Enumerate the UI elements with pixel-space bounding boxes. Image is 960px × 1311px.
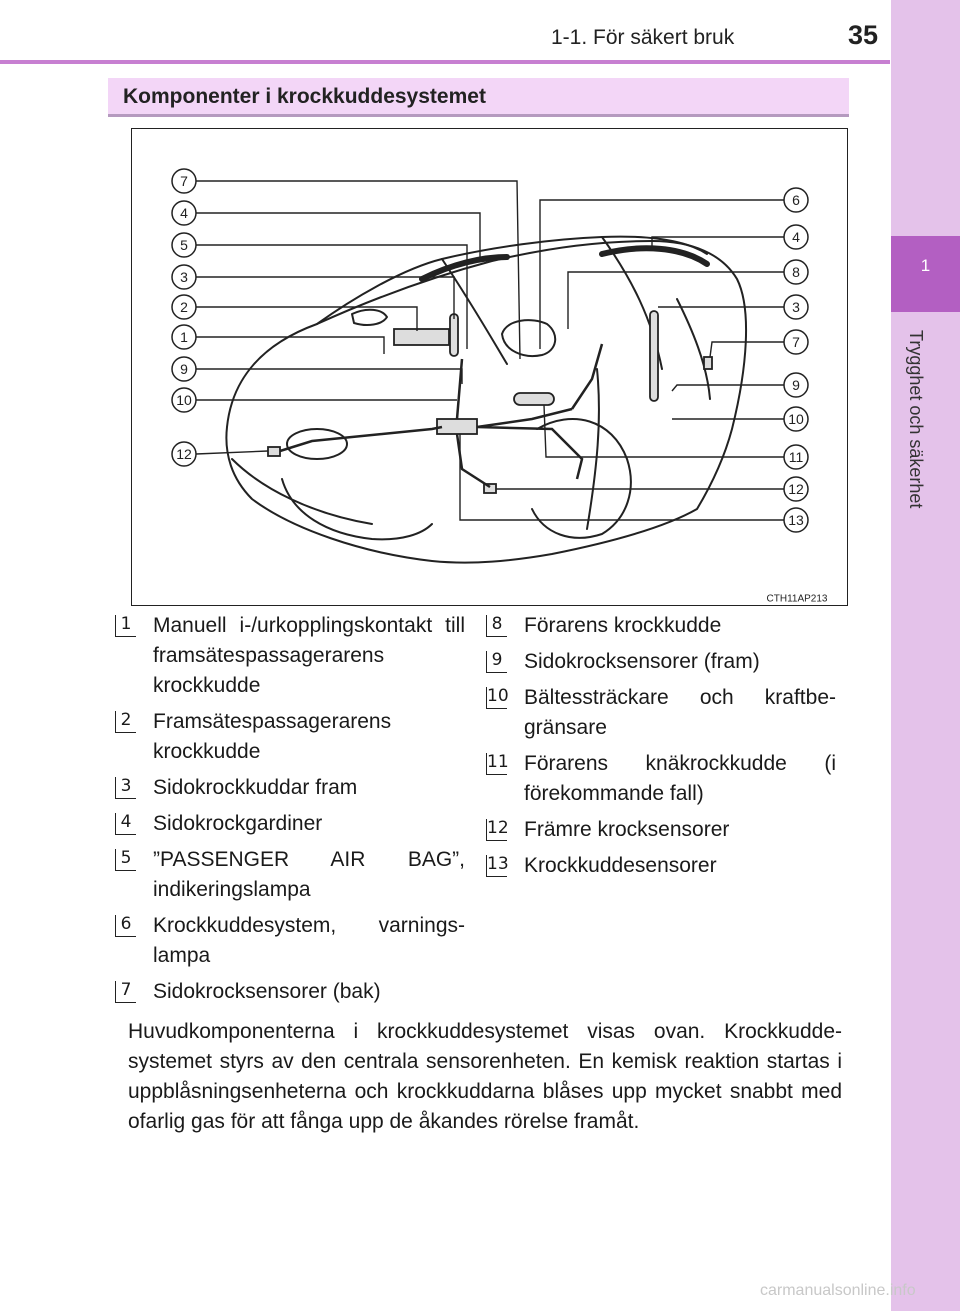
callout-left-7-label: 7: [180, 173, 188, 189]
callout-right-10-label: 10: [788, 411, 804, 427]
legend-text: Sidokrocksensorer (fram): [524, 650, 760, 673]
legend-number: 11: [486, 753, 507, 775]
chapter-number: 1: [920, 256, 931, 275]
legend-text: Krockkuddesystem, varnings-lampa: [153, 914, 465, 967]
legend-text: Manuell i-/urkopplingskontakt till framsätespassagerarens krockkudde: [153, 614, 465, 697]
legend-item: [115, 911, 465, 971]
driver-knee-airbag: [514, 393, 554, 405]
door-line: [587, 369, 599, 529]
callout-right-8-label: 8: [792, 264, 800, 280]
front-side-airbag-left: [450, 314, 458, 356]
car-illustration: [132, 129, 849, 607]
legend-number: 3: [115, 777, 136, 799]
callout-right-13-label: 13: [788, 512, 804, 528]
callout-right-6-label: 6: [792, 192, 800, 208]
legend-number: 7: [115, 981, 136, 1003]
callout-left-3-label: 3: [180, 269, 188, 285]
legend-text: Främre krocksensorer: [524, 818, 730, 841]
legend-text: Framsätespassagerarens krockkudde: [153, 710, 392, 763]
leader-left-7: [196, 181, 520, 359]
legend-item: [486, 647, 836, 677]
legend-number: 12: [486, 819, 507, 841]
chapter-side-tab: [891, 0, 960, 1311]
chapter-title: Trygghet och säkerhet: [906, 330, 926, 509]
leader-right-6: [540, 200, 784, 349]
callout-right-3-label: 3: [792, 299, 800, 315]
legend-item: [486, 851, 836, 881]
legend-item: [115, 809, 465, 839]
callout-left-2-label: 2: [180, 299, 188, 315]
callout-left-4-label: 4: [180, 205, 188, 221]
leader-right-8: [568, 272, 784, 329]
rear-sensor-right: [704, 357, 712, 369]
legend-number: 6: [115, 915, 136, 937]
legend-number: 4: [115, 813, 136, 835]
legend-text: Förarens krockkudde: [524, 614, 722, 637]
legend-item: [115, 611, 465, 701]
rear-door-edge: [677, 299, 710, 399]
figure-code: CTH11AP213: [766, 593, 828, 605]
leader-left-9: [196, 369, 462, 384]
legend-number: 9: [486, 651, 507, 673]
front-sensor-left: [268, 447, 280, 456]
legend-item: [115, 707, 465, 767]
legend-number: 2: [115, 711, 136, 733]
legend-number: 1: [115, 615, 136, 637]
airbag-diagram: [131, 128, 848, 606]
callout-left-1-label: 1: [180, 329, 188, 345]
legend-text: Förarens knäkrockkudde (i förekommande fall): [524, 752, 836, 805]
legend-text: ”PASSENGER AIR BAG”, indikeringslampa: [153, 848, 465, 901]
legend-number: 5: [115, 849, 136, 871]
watermark: carmanualsonline.info: [760, 1282, 916, 1299]
callout-right-12-label: 12: [788, 481, 804, 497]
leader-left-12: [196, 451, 268, 454]
legend-item: [486, 749, 836, 809]
header-section-title: 1-1. För säkert bruk: [551, 26, 735, 49]
legend-text: Sidokrocksensorer (bak): [153, 980, 381, 1003]
leader-right-7: [710, 342, 784, 357]
headlight: [287, 429, 347, 459]
legend-text: Krockkuddesensorer: [524, 854, 717, 877]
legend-text: Bältessträckare och kraftbe-gränsare: [524, 686, 836, 739]
section-title: Komponenter i krockkuddesystemet: [123, 85, 486, 108]
legend-left-column: [115, 611, 465, 1013]
page-number: 35: [848, 20, 879, 50]
legend-right-column: [486, 611, 836, 887]
callout-right-11-label: 11: [788, 449, 804, 465]
legend-item: [115, 773, 465, 803]
callout-left-9-label: 9: [180, 361, 188, 377]
legend-text: Sidokrockkuddar fram: [153, 776, 358, 799]
front-wheel: [282, 479, 432, 539]
callout-left-5-label: 5: [180, 237, 188, 253]
callout-left-12-label: 12: [176, 446, 192, 462]
legend-item: [115, 977, 465, 1007]
callout-left-10-label: 10: [176, 392, 192, 408]
legend-number: 10: [486, 687, 507, 709]
passenger-airbag-module: [394, 329, 449, 345]
callout-right-9-label: 9: [792, 377, 800, 393]
bumper: [232, 459, 372, 524]
legend-text: Sidokrockgardiner: [153, 812, 323, 835]
central-sensor-unit: [437, 419, 477, 434]
body-paragraph: Huvudkomponenterna i krockkuddesystemet visas ovan. Krockkudde-systemet styrs av den centrala sensorenheten. En kemisk reaktion startas i uppblåsningsenheterna och krockkuddarna blåses upp mycket snabbt med ofarlig gas för att fånga upp de åkandes rörelse framåt.: [128, 1020, 842, 1133]
legend-number: 13: [486, 855, 507, 877]
callout-right-4-label: 4: [792, 229, 800, 245]
section-header: [108, 78, 849, 117]
leader-right-9: [672, 385, 784, 391]
legend-number: 8: [486, 615, 507, 637]
leader-right-11: [544, 405, 784, 457]
steering-wheel: [502, 320, 555, 356]
leader-left-1: [196, 337, 384, 354]
front-side-airbag-right: [650, 311, 658, 401]
callout-right-7-label: 7: [792, 334, 800, 350]
mirror: [352, 310, 387, 325]
legend-item: [115, 845, 465, 905]
legend-item: [486, 611, 836, 641]
legend-item: [486, 683, 836, 743]
leader-left-3: [196, 277, 454, 319]
wiring-harness: [280, 344, 602, 487]
leader-left-4: [196, 213, 480, 259]
legend-item: [486, 815, 836, 845]
header-rule: [0, 60, 890, 64]
